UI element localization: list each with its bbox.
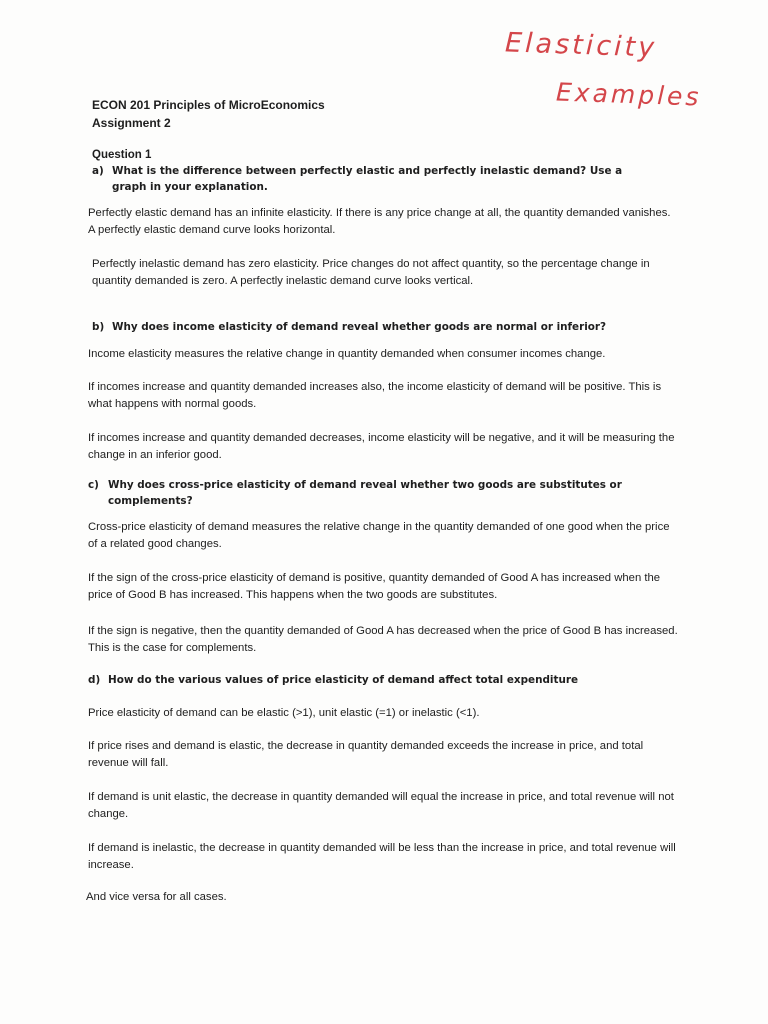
answer-d-paragraph-3: If demand is unit elastic, the decrease in quantity demanded will equal the increase in price, and total revenue will not change. bbox=[88, 791, 674, 820]
question-d-text: How do the various values of price elasticity of demand affect total expenditure bbox=[108, 674, 579, 686]
handwritten-note-line1: Elasticity bbox=[504, 27, 658, 64]
answer-a-paragraph-2: Perfectly inelastic demand has zero elasticity. Price changes do not affect quantity, so the percentage change in quantity demanded is zero. A perfectly inelastic demand curve looks vertical. bbox=[92, 258, 650, 287]
question-b-text: Why does income elasticity of demand reveal whether goods are normal or inferior? bbox=[112, 321, 607, 333]
answer-d-paragraph-1: Price elasticity of demand can be elastic (>1), unit elastic (=1) or inelastic (<1). bbox=[88, 707, 480, 719]
course-title: ECON 201 Principles of MicroEconomics bbox=[92, 98, 325, 112]
question-a-text-1: What is the difference between perfectly elastic and perfectly inelastic demand? Use a bbox=[112, 165, 623, 177]
question-c-text-1: Why does cross-price elasticity of demand reveal whether two goods are substitutes or bbox=[108, 479, 622, 491]
answer-c-paragraph-3: If the sign is negative, then the quantity demanded of Good A has decreased when the price of Good B has increased. This is the case for complements. bbox=[88, 625, 678, 654]
answer-c-paragraph-2: If the sign of the cross-price elasticity of demand is positive, quantity demanded of Good A has increased when the price of Good B has increased. This happens when the two goods are substitutes. bbox=[88, 572, 661, 601]
question-a-label: a) bbox=[92, 165, 104, 177]
answer-d-paragraph-2: If price rises and demand is elastic, the decrease in quantity demanded exceeds the increase in price, and total revenue will fall. bbox=[88, 740, 644, 769]
answer-b-paragraph-3: If incomes increase and quantity demanded decreases, income elasticity will be negative, and it will be measuring the change in an inferior good. bbox=[88, 432, 675, 461]
handwritten-note-line2: Examples bbox=[555, 77, 702, 112]
question-b bbox=[92, 319, 672, 335]
question-d bbox=[88, 672, 673, 688]
question-a-text-2: graph in your explanation. bbox=[112, 181, 268, 193]
answer-d-paragraph-4: If demand is inelastic, the decrease in quantity demanded will be less than the increase in price, and total revenue will increase. bbox=[88, 842, 676, 871]
question-a bbox=[92, 163, 672, 195]
assignment-title: Assignment 2 bbox=[92, 116, 171, 130]
question-d-label: d) bbox=[88, 674, 101, 686]
question-b-label: b) bbox=[92, 321, 105, 333]
answer-a-paragraph-1: Perfectly elastic demand has an infinite elasticity. If there is any price change at all, the quantity demanded vanishes. A perfectly elastic demand curve looks horizontal. bbox=[88, 207, 671, 236]
question-c bbox=[88, 477, 673, 509]
answer-d-paragraph-5: And vice versa for all cases. bbox=[86, 891, 227, 903]
answer-b-paragraph-2: If incomes increase and quantity demanded increases also, the income elasticity of demand will be positive. This is what happens with normal goods. bbox=[88, 381, 662, 410]
question-title: Question 1 bbox=[92, 149, 152, 161]
question-c-label: c) bbox=[88, 479, 99, 491]
document-header bbox=[92, 96, 325, 132]
answer-b-paragraph-1: Income elasticity measures the relative change in quantity demanded when consumer incomes change. bbox=[88, 348, 606, 360]
question-c-text-2: complements? bbox=[108, 495, 193, 507]
answer-c-paragraph-1: Cross-price elasticity of demand measures the relative change in the quantity demanded of one good when the price of a related good changes. bbox=[88, 521, 670, 550]
